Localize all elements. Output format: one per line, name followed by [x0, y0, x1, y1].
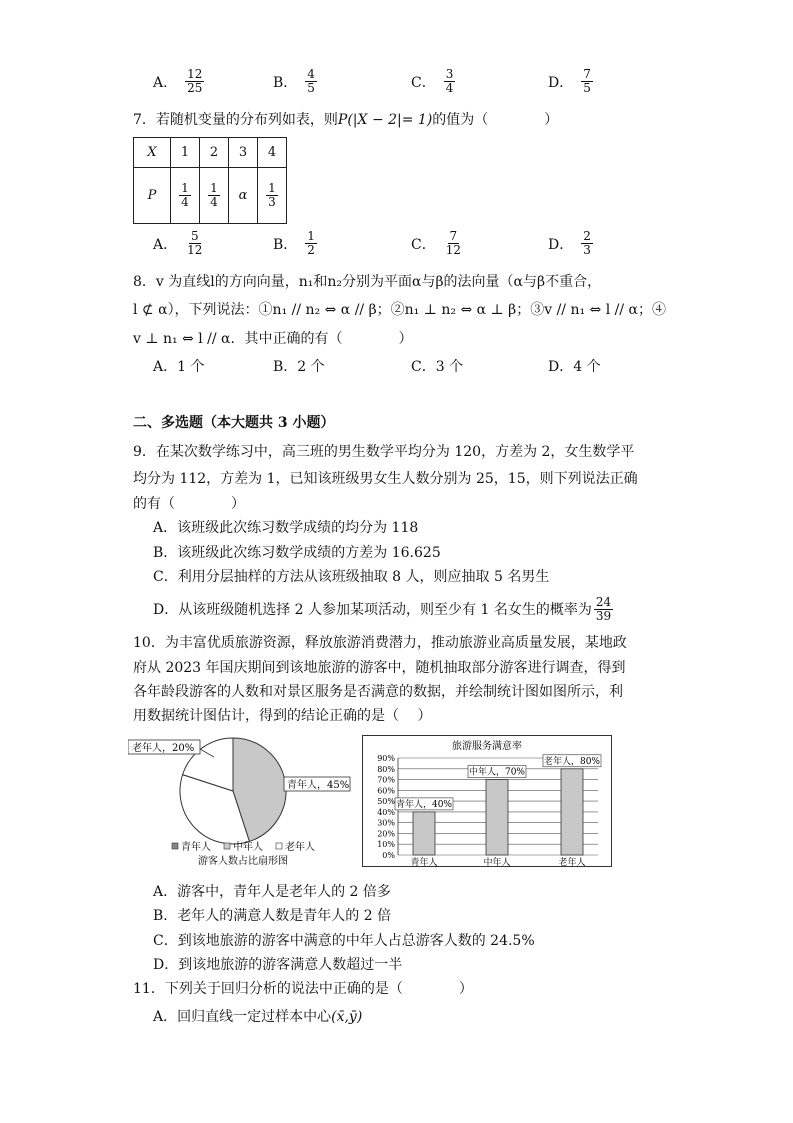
table-cell: 4 [258, 138, 287, 168]
table-cell: 2 [200, 138, 229, 168]
q7-option-b [273, 230, 319, 257]
bar [561, 769, 583, 855]
data-label: 中年人，70% [468, 767, 526, 778]
y-tick-label: 20% [377, 829, 395, 839]
q8-option-b: B．2 个 [273, 359, 325, 375]
q11-option-a [153, 1007, 362, 1027]
bar-title: 旅游服务满意率 [452, 741, 522, 752]
q8-line-3: v ⊥ n₁ ⇔ l // α．其中正确的有（ ） [133, 331, 413, 347]
table-cell: P [134, 168, 171, 224]
legend-label-2: 老年人 [285, 842, 315, 853]
table-cell: $\frac{1}{4}$ [171, 168, 200, 224]
x-tick-label: 老年人 [558, 858, 586, 867]
y-tick-label: 30% [377, 818, 395, 828]
option-fraction: $\frac{3}{4}$ [445, 67, 454, 95]
x-tick-label: 中年人 [483, 858, 511, 867]
option-label: D． [548, 74, 574, 91]
q8-option-d: D．4 个 [548, 359, 601, 375]
option-fraction: $\frac{7}{5}$ [583, 67, 591, 95]
q10-option-d: D．到该地旅游的游客满意人数超过一半 [153, 957, 403, 973]
q6-option-d [548, 68, 595, 95]
y-tick-label: 50% [377, 797, 395, 807]
q11-line-1: 11．下列关于回归分析的说法中正确的是（ ） [133, 981, 473, 997]
q9-option-d-text: D．从该班级随机选择 2 人参加某项活动，则至少有 1 名女生的概率为 [153, 601, 592, 618]
pie-chart [128, 737, 358, 869]
y-tick-label: 80% [377, 764, 395, 774]
table-cell: α [229, 168, 258, 224]
option-label: B． [273, 236, 298, 253]
q11-option-a-expr: (x̄,ȳ) [331, 1009, 363, 1025]
option-fraction: $\frac{5}{12}$ [187, 229, 203, 257]
option-label: C． [411, 74, 436, 91]
q9-line-2: 均分为 112，方差为 1，已知该班级男女生人数分别为 25，15，则下列说法正确 [133, 471, 638, 487]
q9-line-3: 的有（ ） [133, 496, 245, 512]
y-tick-label: 0% [382, 851, 395, 860]
q7-stem [133, 110, 558, 130]
legend-label-1: 中年人 [233, 842, 263, 853]
option-label: D． [548, 236, 574, 253]
q7-option-a [153, 230, 206, 257]
option-fraction: $\frac{1}{2}$ [307, 229, 315, 257]
table-cell: 1 [171, 138, 200, 168]
q6-option-c [411, 68, 457, 95]
q7-stem-expr: P(|X − 2|= 1) [337, 112, 433, 128]
option-fraction: $\frac{12}{25}$ [187, 67, 203, 95]
bar-chart [362, 735, 612, 867]
q8-option-c: C．3 个 [411, 359, 464, 375]
q10-option-c: C．到该地旅游的游客中满意的中年人占总游客人数的 24.5% [153, 933, 535, 949]
x-tick-label: 青年人 [410, 858, 438, 867]
y-tick-label: 60% [377, 786, 395, 796]
option-fraction: $\frac{7}{12}$ [445, 229, 461, 257]
option-label: A． [153, 74, 178, 91]
q7-option-d [548, 230, 595, 257]
q9-option-d-fraction: $\frac{24}{39}$ [595, 595, 612, 623]
legend-swatch [172, 843, 178, 849]
table-row [134, 168, 287, 224]
table-cell: $\frac{1}{3}$ [258, 168, 287, 224]
section-title: 二、多选题（本大题共 3 小题） [133, 415, 335, 431]
q7-stem-text: 7．若随机变量的分布列如表，则 [133, 112, 338, 128]
q9-option-d [153, 596, 615, 623]
data-label: 老年人，80% [543, 756, 601, 767]
data-label: 青年人，40% [395, 799, 453, 810]
option-label: A． [153, 236, 178, 253]
table-cell: $\frac{1}{4}$ [200, 168, 229, 224]
pie-label-youth: 青年人，45% [287, 780, 350, 791]
q11-option-a-text: A．回归直线一定过样本中心 [153, 1009, 332, 1025]
table-row [134, 138, 287, 168]
bar [486, 780, 508, 855]
y-tick-label: 10% [377, 840, 395, 850]
q7-distribution-table [133, 137, 287, 224]
q10-line-1: 10．为丰富优质旅游资源，释放旅游消费潜力，推动旅游业高质量发展，某地政 [133, 635, 627, 651]
q6-option-a [153, 68, 206, 95]
q10-line-2: 府从 2023 年国庆期间到该地旅游的游客中，随机抽取部分游客进行调查，得到 [133, 660, 626, 676]
q9-option-c: C．利用分层抽样的方法从该班级抽取 8 人，则应抽取 5 名男生 [153, 569, 550, 585]
pie-title: 游客人数占比扇形图 [198, 856, 288, 867]
y-tick-label: 70% [377, 775, 395, 785]
q10-line-3: 各年龄段游客的人数和对景区服务是否满意的数据，并绘制统计图如图所示，利 [133, 684, 623, 700]
option-fraction: $\frac{2}{3}$ [583, 229, 591, 257]
bar [413, 812, 435, 855]
q9-line-1: 9．在某次数学练习中，高三班的男生数学平均分为 120，方差为 2，女生数学平 [133, 444, 635, 460]
q10-line-4: 用数据统计图估计，得到的结论正确的是（ ） [133, 708, 432, 724]
pie-label-elderly: 老年人，20% [132, 743, 195, 754]
option-fraction: $\frac{4}{5}$ [307, 67, 315, 95]
q10-option-a: A．游客中，青年人是老年人的 2 倍多 [153, 884, 391, 900]
table-cell: 3 [229, 138, 258, 168]
y-tick-label: 90% [377, 754, 395, 763]
q8-line-1: 8．v 为直线l的方向向量，n₁和n₂分别为平面α与β的法向量（α与β不重合， [133, 274, 602, 290]
legend-swatch [224, 843, 230, 849]
option-label: B． [273, 74, 298, 91]
q10-option-b: B．老年人的满意人数是青年人的 2 倍 [153, 908, 392, 924]
legend-label-0: 青年人 [181, 842, 211, 853]
y-tick-label: 40% [377, 807, 395, 817]
table-cell: X [134, 138, 171, 168]
q8-option-a: A．1 个 [153, 359, 205, 375]
q9-option-a: A．该班级此次练习数学成绩的均分为 118 [153, 520, 419, 536]
q7-option-c [411, 230, 465, 257]
q9-option-b: B．该班级此次练习数学成绩的方差为 16.625 [153, 545, 441, 561]
q7-stem-tail: 的值为（ ） [432, 112, 559, 128]
legend-swatch [276, 843, 282, 849]
q6-option-b [273, 68, 319, 95]
q8-line-2: l ⊄ α），下列说法：①n₁ // n₂ ⇔ α // β；②n₁ ⊥ n₂ ⇔ α ⊥ β；③v // n₁ ⇔ l // α；④ [133, 302, 667, 318]
option-label: C． [411, 236, 436, 253]
